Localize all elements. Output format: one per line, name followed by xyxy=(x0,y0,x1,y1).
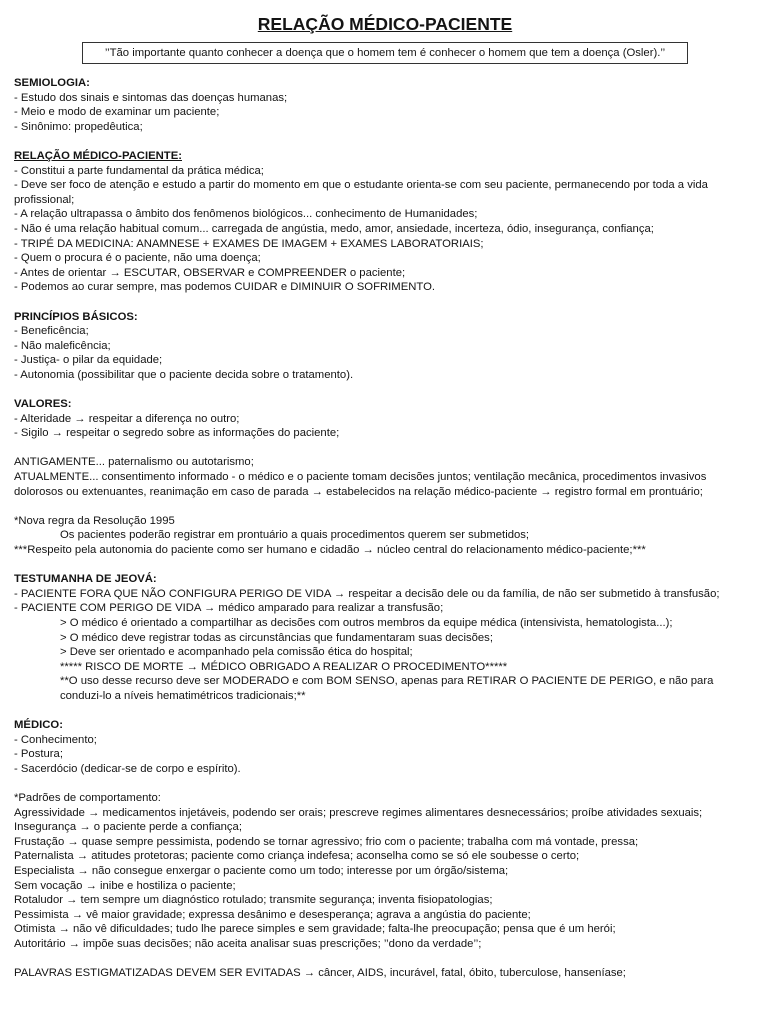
paragraph-line: ANTIGAMENTE... paternalismo ou autotarismo; xyxy=(14,456,254,469)
list-item: - Sacerdócio (dedicar-se de corpo e espírito). xyxy=(14,762,241,775)
section-heading: VALORES: xyxy=(14,398,72,411)
section-heading: TESTUMANHA DE JEOVÁ: xyxy=(14,573,157,586)
section-palavras xyxy=(14,966,756,981)
list-item: - Postura; xyxy=(14,748,63,761)
sub-item: **O uso desse recurso deve ser MODERADO e com BOM SENSO, apenas para RETIRAR O PACIENTE DE PERIGO, e não para conduzi-lo a níveis hematimétricos tradicionais;** xyxy=(60,675,714,702)
list-item: - Justiça- o pilar da equidade; xyxy=(14,354,163,367)
section-antigamente xyxy=(14,455,756,499)
list-item: - Estudo dos sinais e sintomas das doenças humanas; xyxy=(14,91,288,104)
section-heading: SEMIOLOGIA: xyxy=(14,77,90,89)
list-item: Pessimista → vê maior gravidade; expressa desânimo e desesperança; agrava a angústia do paciente; xyxy=(14,908,531,921)
list-item: - Constitui a parte fundamental da prática médica; xyxy=(14,164,264,177)
section-heading: PRINCÍPIOS BÁSICOS: xyxy=(14,310,138,323)
section-relacao xyxy=(14,149,756,295)
list-item: Rotaludor → tem sempre um diagnóstico rotulado; transmite segurança; inventa fisiopatologias; xyxy=(14,894,493,907)
list-item: - Sigilo → respeitar o segredo sobre as informações do paciente; xyxy=(14,427,340,440)
sub-item: ***** RISCO DE MORTE → MÉDICO OBRIGADO A REALIZAR O PROCEDIMENTO***** xyxy=(60,660,508,673)
list-item: - Deve ser foco de atenção e estudo a partir do momento em que o estudante orienta-se com seu paciente, permanecendo por toda a vida profissional; xyxy=(14,179,708,206)
list-item: - Não é uma relação habitual comum... carregada de angústia, medo, amor, ansiedade, incerteza, ódio, insegurança, confiança; xyxy=(14,222,654,235)
list-item: Autoritário → impõe suas decisões; não aceita analisar suas prescrições; ’’dono da verdade’’; xyxy=(14,938,482,951)
list-item: - Não maleficência; xyxy=(14,339,111,352)
section-padroes xyxy=(14,791,756,952)
section-heading: MÉDICO: xyxy=(14,719,63,732)
paragraph-line: ***Respeito pela autonomia do paciente como ser humano e cidadão → núcleo central do relacionamento médico-paciente;*** xyxy=(14,544,646,556)
section-testemunha-jeova xyxy=(14,572,756,703)
section-heading: *Padrões de comportamento: xyxy=(14,792,161,805)
list-item: - Conhecimento; xyxy=(14,733,97,746)
list-item: - Podemos ao curar sempre, mas podemos CUIDAR e DIMINUIR O SOFRIMENTO. xyxy=(14,281,436,294)
list-item: Agressividade → medicamentos injetáveis, podendo ser orais; prescreve regimes alimentares desnecessários; proíbe atividades sexuais; xyxy=(14,806,703,819)
list-item: Otimista → não vê dificuldades; tudo lhe parece simples e sem gravidade; falta-lhe preocupação; pensa que é um herói; xyxy=(14,923,616,936)
paragraph-line: Os pacientes poderão registrar em prontuário a quais procedimentos querem ser submetidos; xyxy=(60,529,530,542)
section-semiologia xyxy=(14,76,756,134)
page-title: RELAÇÃO MÉDICO-PACIENTE xyxy=(257,14,513,34)
list-item: - Beneficência; xyxy=(14,325,89,338)
list-item: Paternalista → atitudes protetoras; paciente como criança indefesa; aconselha como se só ele soubesse o certo; xyxy=(14,850,580,863)
list-item: - PACIENTE FORA QUE NÃO CONFIGURA PERIGO DE VIDA → respeitar a decisão dele ou da família, de não ser submetido à transfusão; xyxy=(14,587,720,600)
section-resolucao xyxy=(14,514,756,558)
sub-item: > O médico é orientado a compartilhar as decisões com outros membros da equipe médica (intensivista, hematologista...); xyxy=(60,616,673,629)
list-item: - Quem o procura é o paciente, não uma doença; xyxy=(14,252,261,265)
list-item: - TRIPÉ DA MEDICINA: ANAMNESE + EXAMES DE IMAGEM + EXAMES LABORATORIAIS; xyxy=(14,237,484,250)
section-medico xyxy=(14,718,756,776)
quote-box: ’’Tão importante quanto conhecer a doença que o homem tem é conhecer o homem que tem a doença (Osler).’’ xyxy=(82,42,688,64)
paragraph-line: *Nova regra da Resolução 1995 xyxy=(14,514,175,527)
list-item: - PACIENTE COM PERIGO DE VIDA → médico amparado para realizar a transfusão; xyxy=(14,602,444,615)
list-item: - Sinônimo: propedêutica; xyxy=(14,120,143,133)
list-item: - A relação ultrapassa o âmbito dos fenômenos biológicos... conhecimento de Humanidades; xyxy=(14,208,478,221)
paragraph-line: ATUALMENTE... consentimento informado - o médico e o paciente tomam decisões juntos; ventilação mecânica, procedimentos invasivos dolorosos ou extenuantes, reanimação em caso de parada → estabelecidos na relação médico-paciente → registro formal em prontuário; xyxy=(14,471,707,498)
list-item: - Antes de orientar → ESCUTAR, OBSERVAR e COMPREENDER o paciente; xyxy=(14,266,406,279)
list-item: Frustação → quase sempre pessimista, podendo se tornar agressivo; frio com o paciente; trabalha com má vontade, pressa; xyxy=(14,835,639,848)
document-body xyxy=(14,76,756,981)
list-item: Insegurança → o paciente perde a confiança; xyxy=(14,821,242,834)
list-item: Sem vocação → inibe e hostiliza o paciente; xyxy=(14,879,236,892)
section-valores xyxy=(14,397,756,441)
list-item: - Alteridade → respeitar a diferença no outro; xyxy=(14,412,240,425)
section-heading: RELAÇÃO MÉDICO-PACIENTE: xyxy=(14,149,182,162)
sub-item: > Deve ser orientado e acompanhado pela comissão ética do hospital; xyxy=(60,646,413,659)
section-principios xyxy=(14,310,756,383)
list-item: - Meio e modo de examinar um paciente; xyxy=(14,106,220,119)
list-item: Especialista → não consegue enxergar o paciente como um todo; interesse por um órgão/sistema; xyxy=(14,865,509,878)
document-page xyxy=(14,12,756,981)
sub-item: > O médico deve registrar todas as circunstâncias que fundamentaram suas decisões; xyxy=(60,631,493,644)
paragraph-line: PALAVRAS ESTIGMATIZADAS DEVEM SER EVITADAS → câncer, AIDS, incurável, fatal, óbito, tuberculose, hanseníase; xyxy=(14,967,626,980)
list-item: - Autonomia (possibilitar que o paciente decida sobre o tratamento). xyxy=(14,368,354,381)
